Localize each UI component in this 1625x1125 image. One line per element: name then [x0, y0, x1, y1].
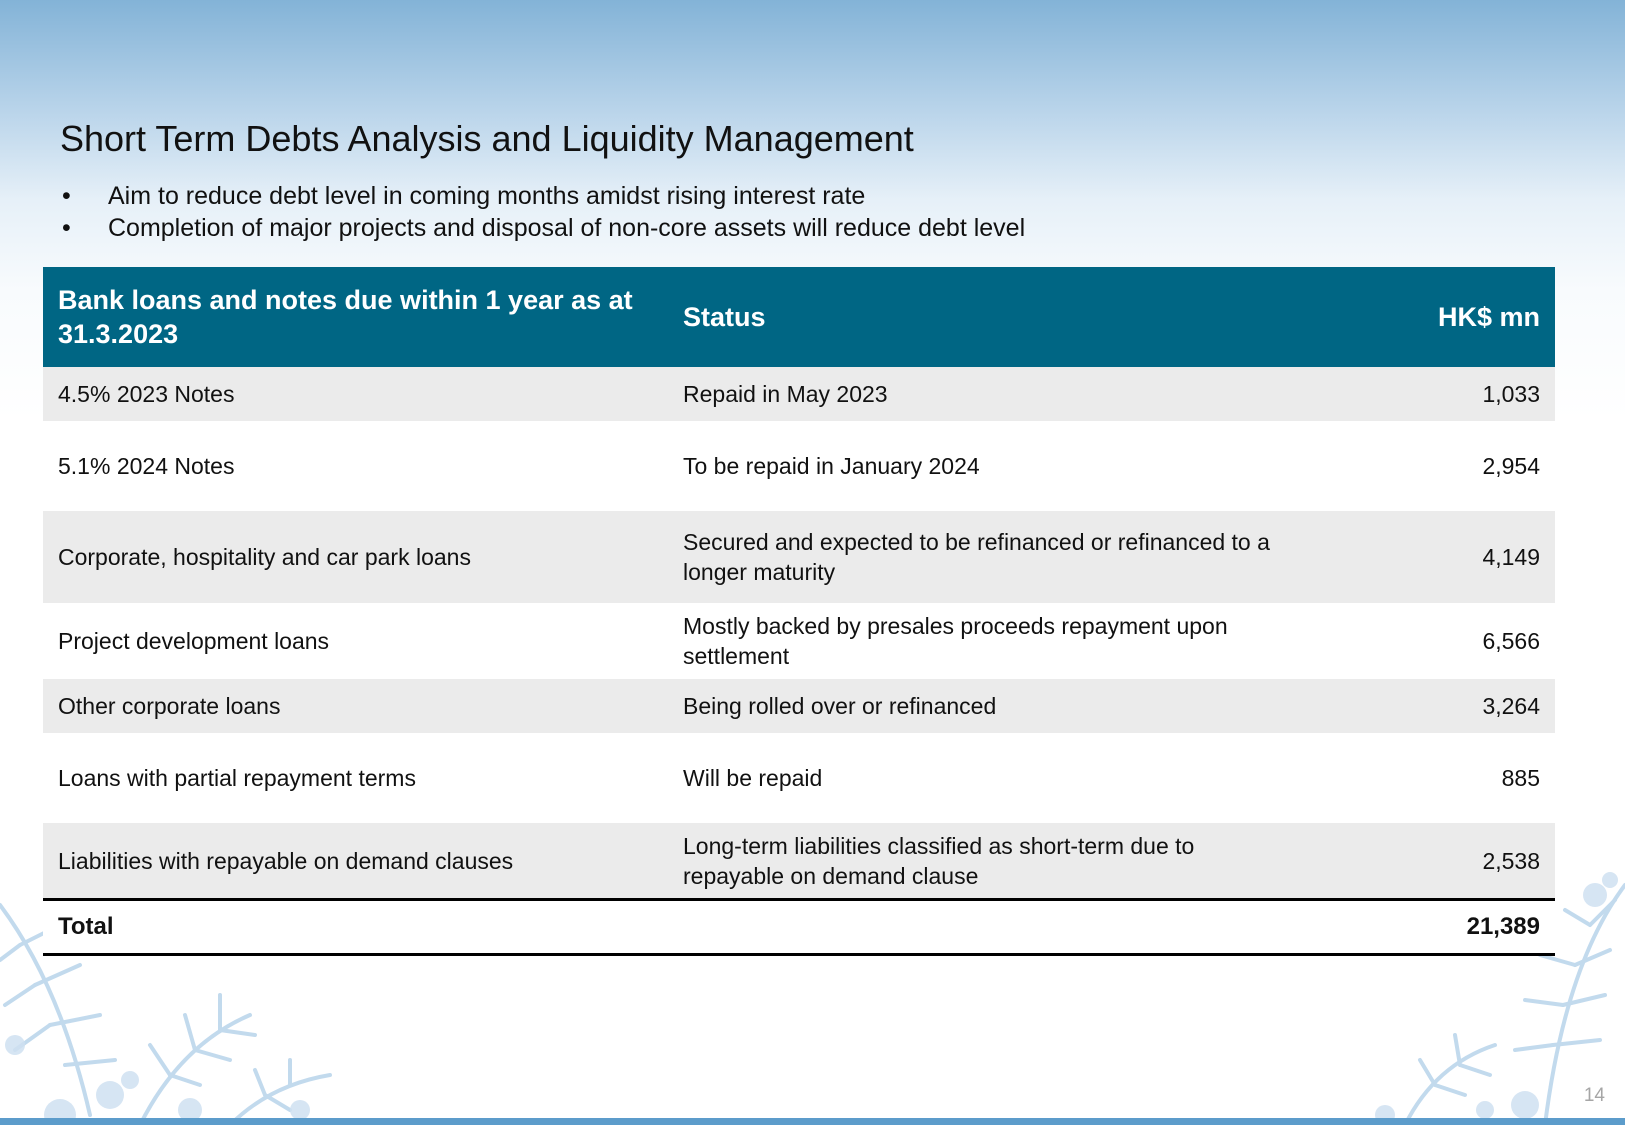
cell-amount: 2,538 — [1313, 823, 1555, 900]
total-amount: 21,389 — [1313, 900, 1555, 955]
header-status: Status — [668, 267, 1313, 367]
cell-item: Loans with partial repayment terms — [43, 733, 668, 823]
bullet-item — [60, 212, 1025, 244]
total-label: Total — [43, 900, 668, 955]
bottom-accent-bar — [0, 1118, 1625, 1125]
total-row — [43, 900, 1555, 955]
bullet-marker: • — [62, 182, 71, 210]
bullet-item — [60, 180, 1025, 212]
cell-item: 4.5% 2023 Notes — [43, 367, 668, 421]
cell-item: 5.1% 2024 Notes — [43, 421, 668, 511]
cell-status: Mostly backed by presales proceeds repayment upon settlement — [668, 603, 1313, 679]
cell-status: Will be repaid — [668, 733, 1313, 823]
table-row — [43, 679, 1555, 733]
table-row — [43, 733, 1555, 823]
cell-item: Liabilities with repayable on demand clauses — [43, 823, 668, 900]
table-header-row — [43, 267, 1555, 367]
cell-status: Repaid in May 2023 — [668, 367, 1313, 421]
cell-amount: 1,033 — [1313, 367, 1555, 421]
bullet-list — [60, 180, 1025, 244]
cell-amount: 885 — [1313, 733, 1555, 823]
cell-item: Corporate, hospitality and car park loans — [43, 511, 668, 603]
table-row — [43, 823, 1555, 900]
cell-item: Project development loans — [43, 603, 668, 679]
bullet-marker: • — [62, 214, 71, 242]
cell-amount: 4,149 — [1313, 511, 1555, 603]
cell-status: Long-term liabilities classified as short-term due to repayable on demand clause — [668, 823, 1313, 900]
cell-item: Other corporate loans — [43, 679, 668, 733]
table-row — [43, 511, 1555, 603]
cell-amount: 2,954 — [1313, 421, 1555, 511]
cell-status: To be repaid in January 2024 — [668, 421, 1313, 511]
header-amount: HK$ mn — [1313, 267, 1555, 367]
cell-status: Being rolled over or refinanced — [668, 679, 1313, 733]
cell-amount: 6,566 — [1313, 603, 1555, 679]
cell-amount: 3,264 — [1313, 679, 1555, 733]
total-status-empty — [668, 900, 1313, 955]
cell-status: Secured and expected to be refinanced or refinanced to a longer maturity — [668, 511, 1313, 603]
bullet-text: Completion of major projects and disposal of non-core assets will reduce debt level — [108, 214, 1026, 242]
page-number: 14 — [1583, 1085, 1605, 1106]
header-item: Bank loans and notes due within 1 year as at 31.3.2023 — [43, 267, 668, 367]
table-row — [43, 421, 1555, 511]
bullet-text: Aim to reduce debt level in coming months amidst rising interest rate — [108, 182, 866, 210]
table-row — [43, 603, 1555, 679]
table-row — [43, 367, 1555, 421]
debt-table — [43, 267, 1555, 956]
slide-title: Short Term Debts Analysis and Liquidity Management — [60, 118, 914, 159]
